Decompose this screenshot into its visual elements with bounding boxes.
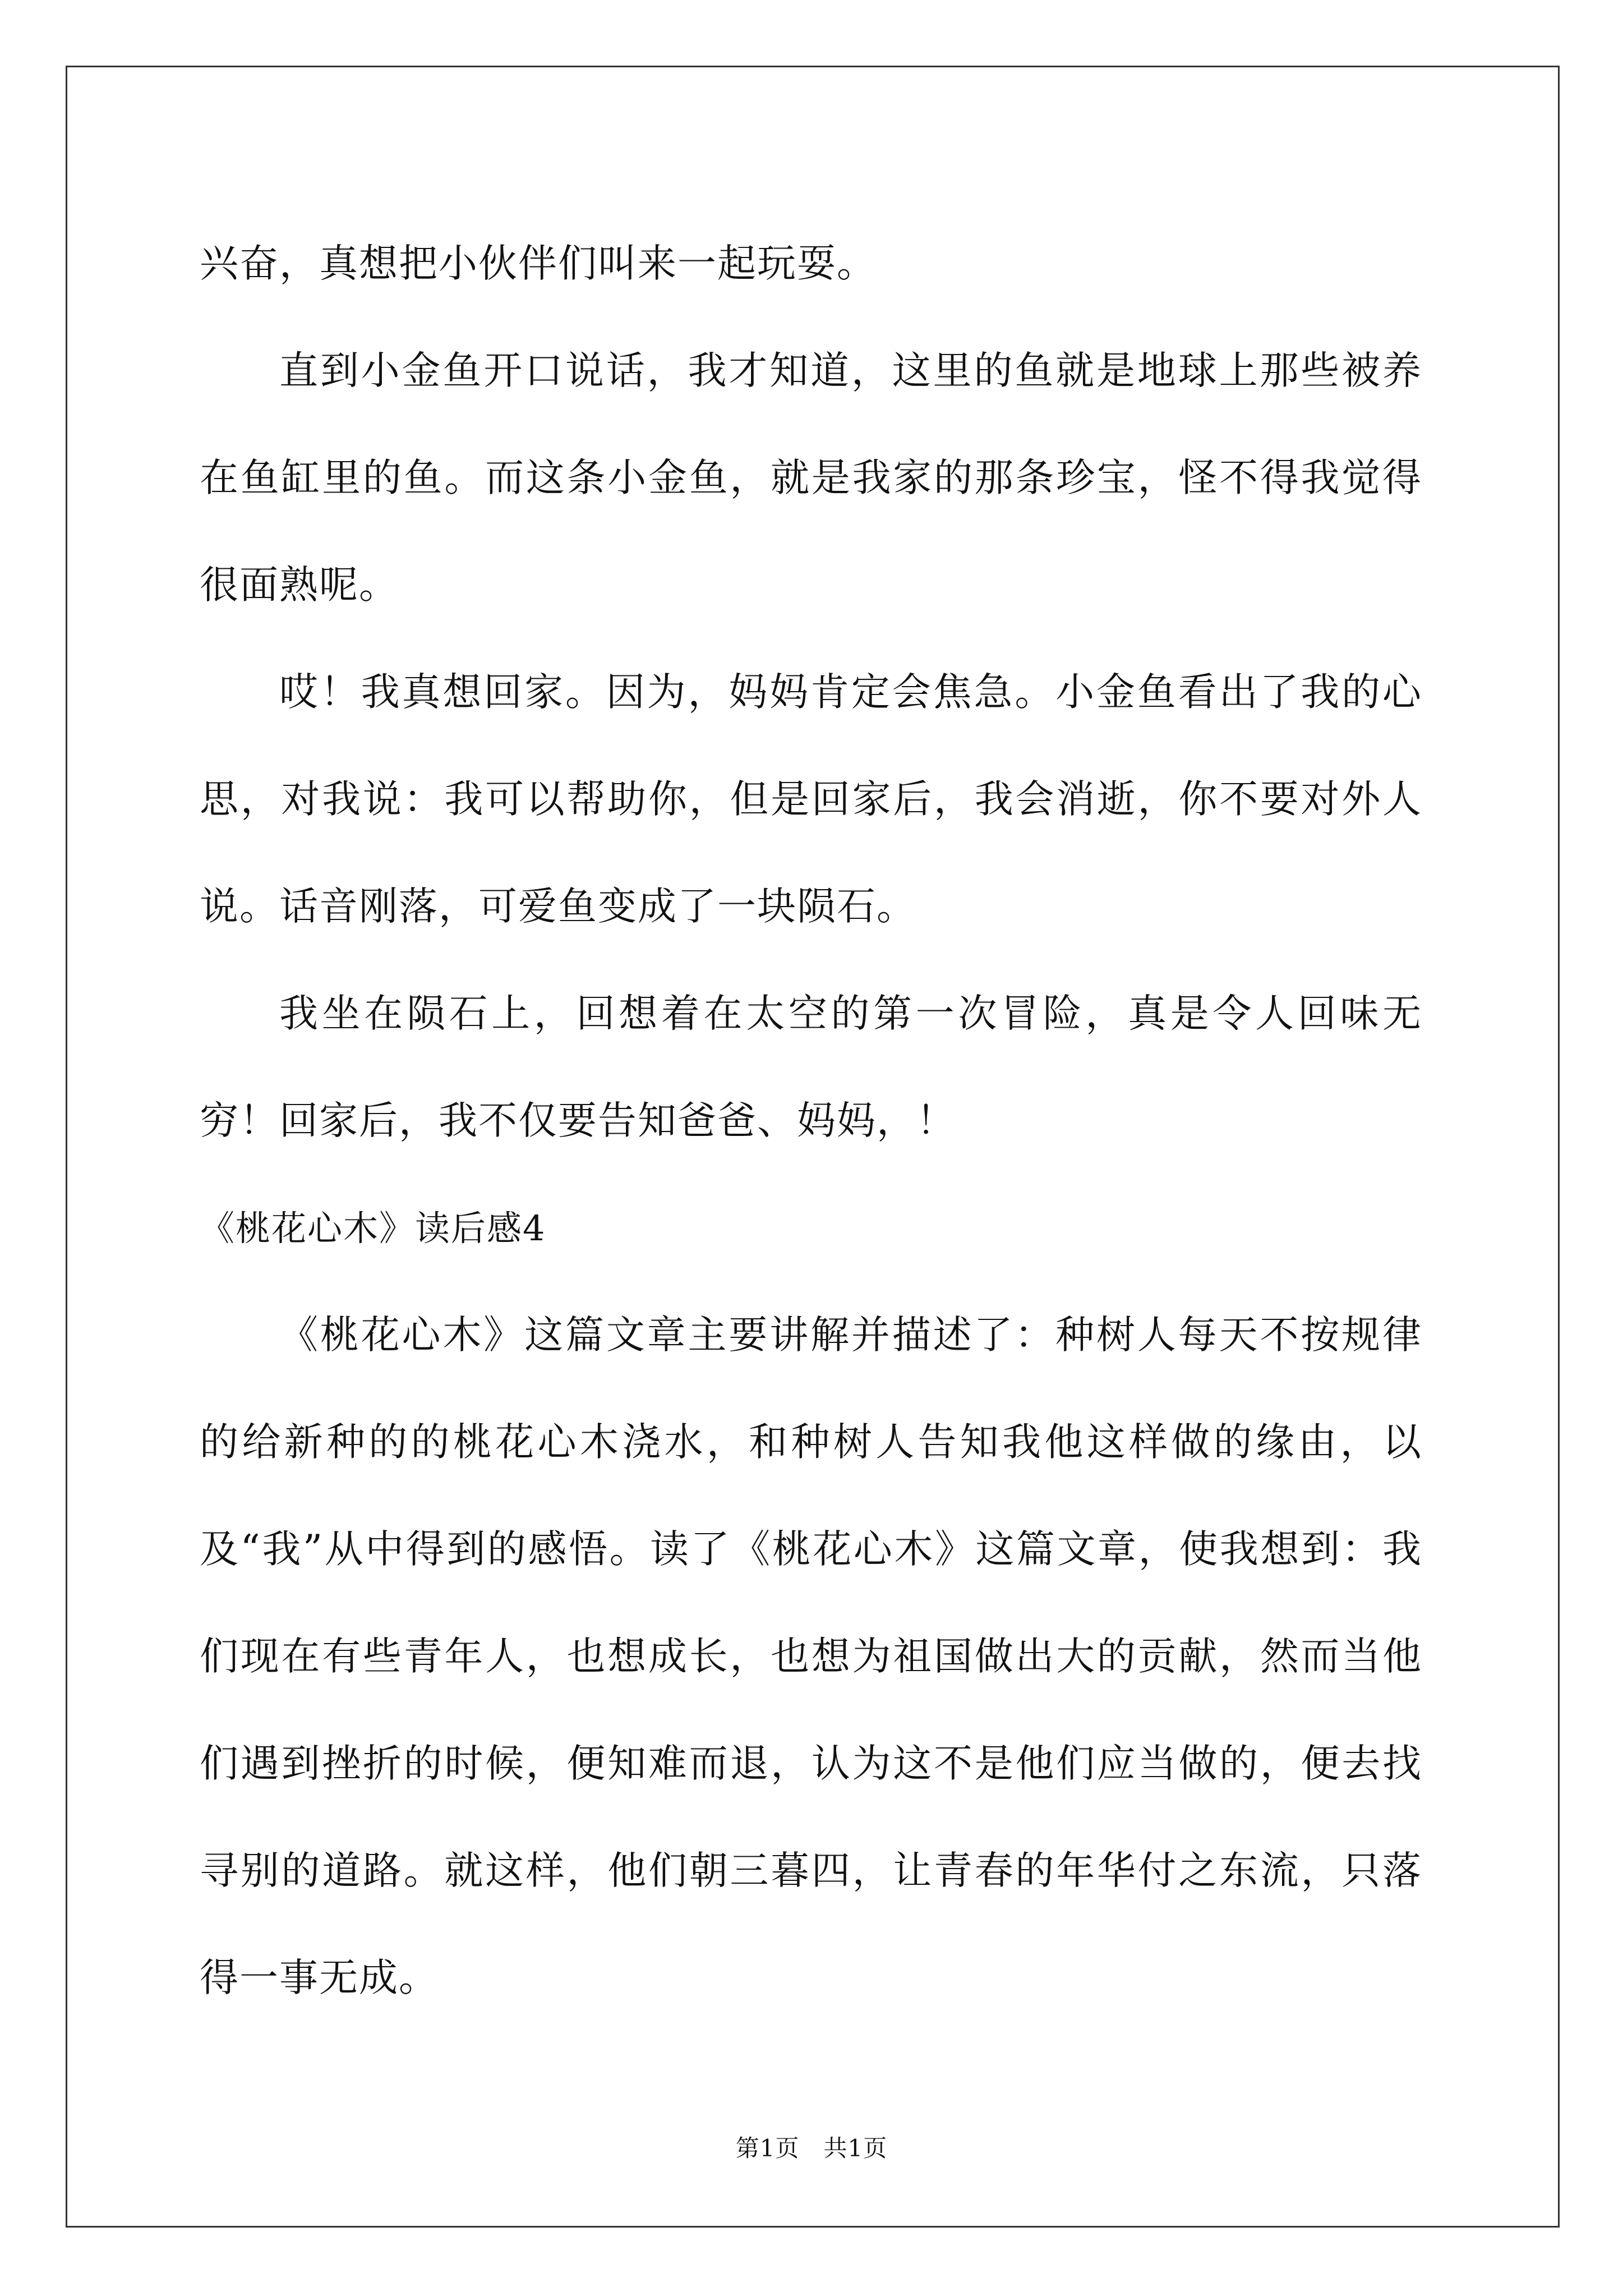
document-body [200,210,1422,2032]
paragraph-want-home: 哎！我真想回家。因为，妈妈肯定会焦急。小金鱼看出了我的心思，对我说：我可以帮助你，但是回家后，我会消逝，你不要对外人说。话音刚落，可爱鱼变成了一块陨石。 [200,670,1422,929]
paragraph-continuation: 兴奋，真想把小伙伴们叫来一起玩耍。 [200,241,877,286]
page-footer: 第1页 共1页 [735,2134,888,2162]
paragraph-goldfish-talks: 直到小金鱼开口说话，我才知道，这里的鱼就是地球上那些被养在鱼缸里的鱼。而这条小金鱼，就是我家的那条珍宝，怪不得我觉得很面熟呢。 [200,348,1422,608]
paragraph-meteorite: 我坐在陨石上，回想着在太空的第一次冒险，真是令人回味无穷！回家后，我不仅要告知爸爸、妈妈，！ [200,991,1422,1143]
paragraph-peach-heartwood: 《桃花心木》这篇文章主要讲解并描述了：种树人每天不按规律的给新种的的桃花心木浇水，和种树人告知我他这样做的缘由，以及“我”从中得到的感悟。读了《桃花心木》这篇文章，使我想到：我们现在有些青年人，也想成长，也想为祖国做出大的贡献，然而当他们遇到挫折的时候，便知难而退，认为这不是他们应当做的，便去找寻别的道路。就这样，他们朝三暮四，让青春的年华付之东流，只落得一事无成。 [200,1313,1422,2000]
section-heading: 《桃花心木》读后感4 [200,1208,546,1249]
